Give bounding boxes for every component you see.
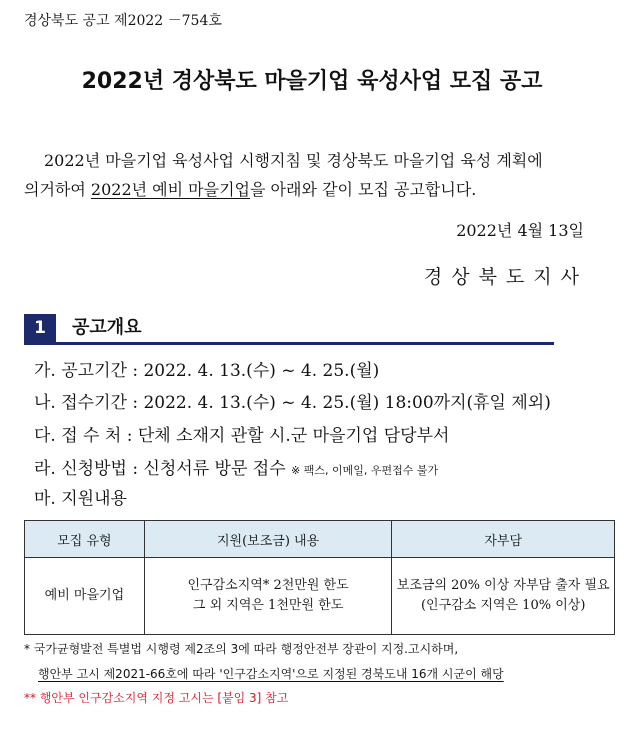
table-header-row — [25, 521, 615, 558]
overview-item-office: 다. 접 수 처 : 단체 소재지 관할 시.군 마을기업 담당부서 — [34, 426, 450, 446]
issuer-name: 경상북도지사 — [423, 266, 588, 288]
table-header-type: 모집 유형 — [25, 521, 145, 558]
table-row — [25, 558, 615, 635]
document-title: 2022년 경상북도 마을기업 육성사업 모집 공고 — [81, 69, 543, 94]
cell-support — [144, 558, 392, 635]
overview-item-method — [34, 454, 438, 479]
method-label: 라. 신청방법 : 신청서류 방문 접수 — [34, 459, 286, 479]
cell-self-burden — [392, 558, 615, 635]
intro-underlined-target: 2022년 예비 마을기업 — [90, 180, 251, 199]
intro-line-1: 2022년 마을기업 육성사업 시행지침 및 경상북도 마을기업 육성 계획에 — [44, 151, 543, 170]
cell-type: 예비 마을기업 — [25, 558, 145, 635]
table-header-support: 지원(보조금) 내용 — [144, 521, 392, 558]
intro-line-2-post: 을 아래와 같이 모집 공고합니다. — [250, 180, 477, 199]
overview-item-reception: 나. 접수기간 : 2022. 4. 13.(수) ~ 4. 25.(월) 18:00까지(휴일 제외) — [34, 393, 551, 413]
support-line-2: 그 외 지역은 1천만원 한도 — [192, 598, 344, 613]
support-line-1: 인구감소지역* 2천만원 한도 — [187, 578, 349, 593]
intro-line-2 — [24, 177, 476, 200]
intro-line-2-pre: 의거하여 — [24, 180, 91, 199]
announcement-date: 2022년 4월 13일 — [456, 221, 584, 240]
self-line-2: (인구감소 지역은 10% 이상) — [420, 598, 586, 613]
footnote-3: ** 행안부 인구감소지역 지정 고시는 [붙임 3] 참고 — [24, 691, 289, 705]
document-number: 경상북도 공고 제2022 －754호 — [24, 13, 222, 29]
table-header-self: 자부담 — [392, 521, 615, 558]
method-note: ※ 팩스, 이메일, 우편접수 불가 — [291, 464, 439, 477]
overview-item-support: 마. 지원내용 — [34, 489, 127, 509]
section-title: 공고개요 — [72, 317, 142, 338]
footnote-1: * 국가균형발전 특별법 시행령 제2조의 3에 따라 행정안전부 장관이 지정.고시하며, — [24, 642, 459, 656]
support-table — [24, 520, 615, 635]
section-number-badge: 1 — [24, 314, 56, 342]
section-divider — [24, 342, 554, 345]
self-line-1: 보조금의 20% 이상 자부담 출자 필요 — [396, 578, 610, 593]
overview-item-period: 가. 공고기간 : 2022. 4. 13.(수) ~ 4. 25.(월) — [34, 361, 380, 381]
footnote-2: 행안부 고시 제2021-66호에 따라 '인구감소지역'으로 지정된 경북도내 16개 시군이 해당 — [38, 667, 504, 681]
